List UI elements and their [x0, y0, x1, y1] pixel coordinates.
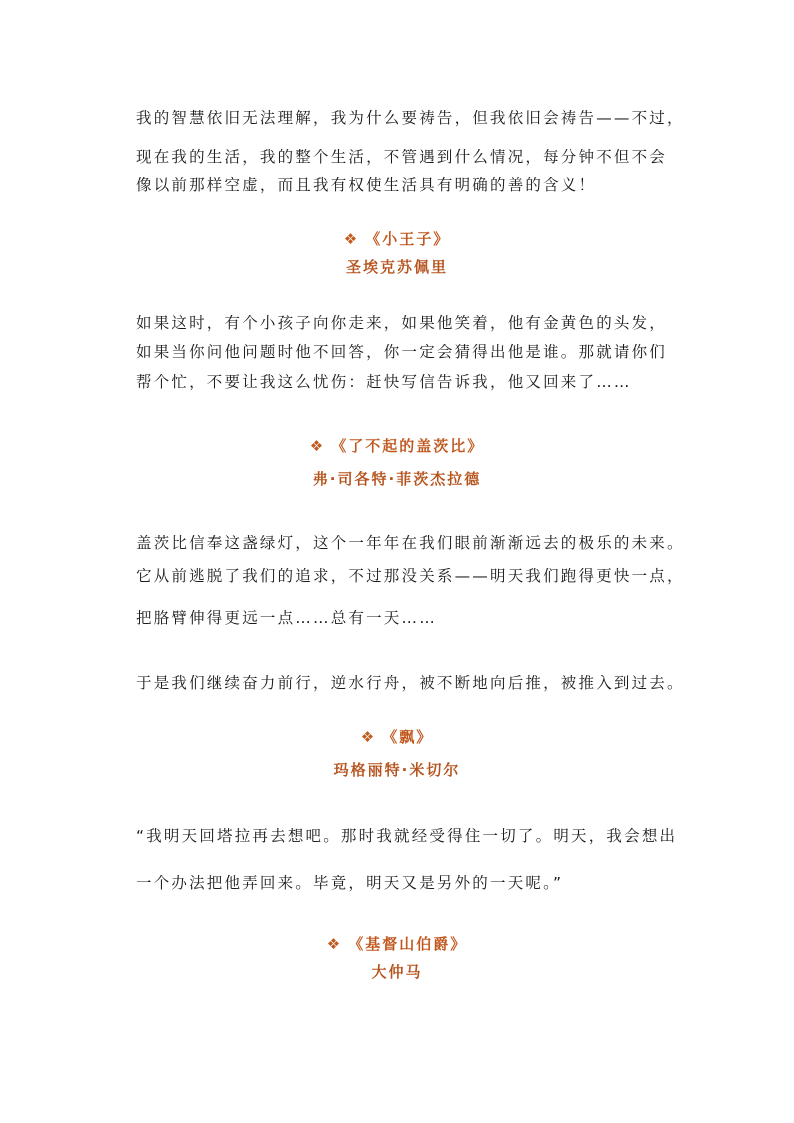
- book4-line-2: 一个办法把他弄回来。毕竟，明天又是另外的一天呢。”: [136, 874, 564, 892]
- book2-title-heading: [0, 229, 794, 249]
- book4-line-1: “我明天回塔拉再去想吧。那时我就经受得住一切了。明天，我会想出: [136, 827, 678, 845]
- book3-author: 弗·司各特·菲茨杰拉德: [312, 470, 482, 488]
- diamond-bullet-icon: ❖: [360, 728, 377, 746]
- book4-title-heading: [0, 727, 794, 747]
- quote1-line-1: 我的智慧依旧无法理解，我为什么要祷告，但我依旧会祷告——不过，: [136, 109, 685, 127]
- book4-author: 玛格丽特·米切尔: [333, 761, 461, 779]
- book4-title: 《飘》: [382, 728, 434, 746]
- quote1-line-2: 现在我的生活，我的整个生活，不管遇到什么情况，每分钟不但不会: [136, 148, 668, 166]
- book3-title-heading: [0, 436, 794, 456]
- book3-title: 《了不起的盖茨比》: [331, 437, 485, 455]
- book2-line-2: 如果当你问他问题时他不回答，你一定会猜得出他是谁。那就请你们: [136, 343, 668, 361]
- book5-title: 《基督山伯爵》: [348, 935, 468, 953]
- diamond-bullet-icon: ❖: [309, 437, 326, 455]
- book2-author: 圣埃克苏佩里: [345, 258, 448, 276]
- book3-line-2: 它从前逃脱了我们的追求，不过那没关系——明天我们跑得更快一点，: [136, 567, 685, 585]
- book5-title-heading: [0, 934, 794, 954]
- book3-line-1: 盖茨比信奉这盏绿灯，这个一年年在我们眼前渐渐远去的极乐的未来。: [136, 534, 685, 552]
- diamond-bullet-icon: ❖: [343, 230, 360, 248]
- diamond-bullet-icon: ❖: [326, 935, 343, 953]
- book2-line-1: 如果这时，有个小孩子向你走来，如果他笑着，他有金黄色的头发，: [136, 314, 668, 332]
- book2-title: 《小王子》: [365, 230, 451, 248]
- book3-line-4: 于是我们继续奋力前行，逆水行舟，被不断地向后推，被推入到过去。: [136, 674, 685, 692]
- book3-line-3: 把胳臂伸得更远一点……总有一天……: [136, 609, 437, 627]
- quote1-line-3: 像以前那样空虚，而且我有权使生活具有明确的善的含义！: [136, 176, 597, 194]
- book5-author: 大仲马: [371, 963, 423, 981]
- book2-line-3: 帮个忙，不要让我这么忧伤：赶快写信告诉我，他又回来了……: [136, 373, 632, 391]
